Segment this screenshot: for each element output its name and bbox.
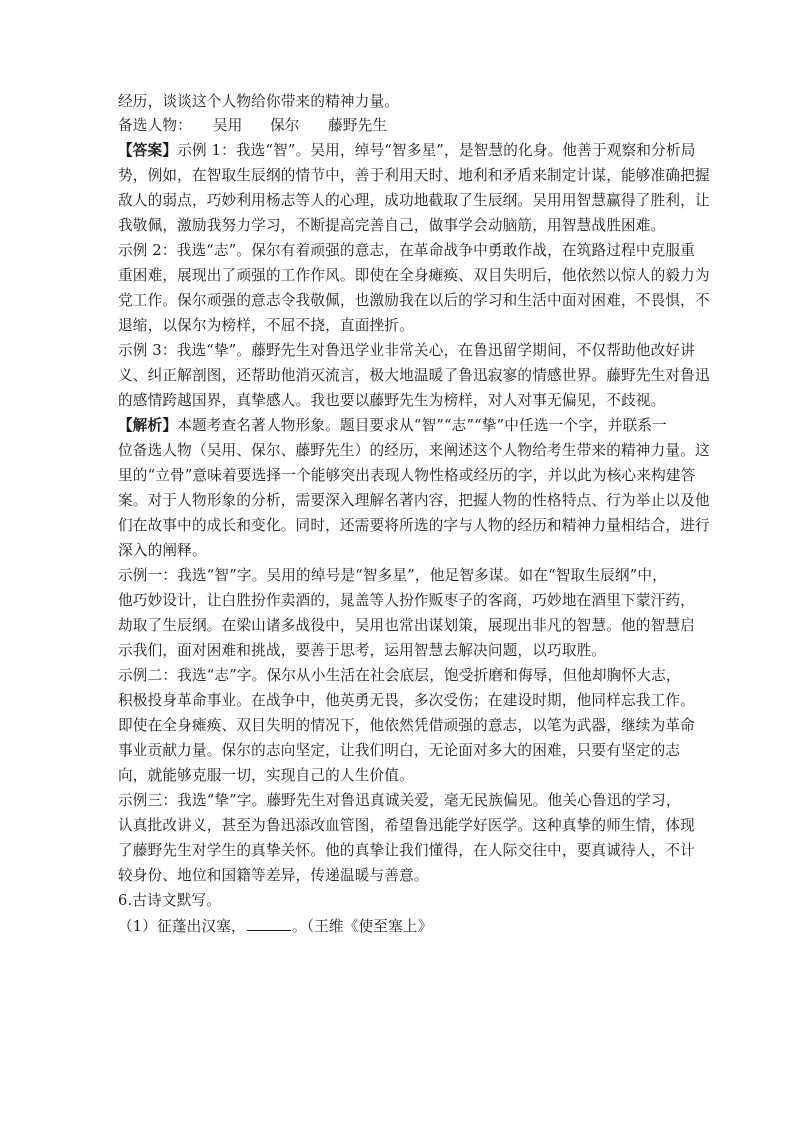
candidate-tengye: 藤野先生 (328, 117, 388, 134)
answer-line-6: 重困难，展现出了顽强的工作作风。即使在全身瘫痪、双目失明后，他依然以惊人的毅力为 (118, 267, 710, 284)
analysis-line-7: 示例一：我选“智”字。吴用的绰号是“智多星”，他足智多谋。如在“智取生辰纲”中， (118, 567, 667, 584)
analysis-line-13: 即使在全身瘫痪、双目失明的情况下，他依然凭借顽强的意志，以笔为武器，继续为革命 (118, 717, 695, 734)
answer-text: 示例 1：我选“智”。吴用，绰号“智多星”，是智慧的化身。他善于观察和分析局 (177, 142, 696, 159)
candidate-people (118, 116, 387, 136)
item1-suffix: 。（王维《使至塞上》 (291, 918, 433, 935)
analysis-line-11: 示例二：我选“志”字。保尔从小生活在社会底层，饱受折磨和侮辱，但他却胸怀大志， (118, 667, 681, 684)
analysis-tag: 【解析】 (118, 417, 178, 434)
analysis-line-12: 积极投身革命事业。在战争中，他英勇无畏，多次受伤；在建设时期，他同样忘我工作。 (118, 692, 695, 709)
analysis-line-2: 位备选人物（吴用、保尔、藤野先生）的经历，来阐述这个人物给考生带来的精神力量。这 (118, 442, 710, 459)
analysis-line-8: 他巧妙设计，让白胜扮作卖酒的，晁盖等人扮作贩枣子的客商，巧妙地在酒里下蒙汗药， (118, 592, 695, 609)
intro-line: 经历，谈谈这个人物给你带来的精神力量。 (118, 93, 400, 110)
candidates-label: 备选人物： (118, 117, 192, 134)
candidate-wuyong: 吴用 (213, 117, 243, 134)
answer-blank[interactable] (247, 916, 291, 931)
analysis-line-19: 较身份、地位和国籍等差异，传递温暖与善意。 (118, 867, 429, 884)
analysis-line-16: 示例三：我选“挚”字。藤野先生对鲁迅真诚关爱，毫无民族偏见。他关心鲁迅的学习， (118, 792, 681, 809)
answer-line-5: 示例 2：我选“志”。保尔有着顽强的意志，在革命战争中勇敢作战，在筑路过程中克服重 (118, 242, 696, 259)
answer-line-7: 党工作。保尔顽强的意志令我敬佩，也激励我在以后的学习和生活中面对困难，不畏惧，不 (118, 292, 710, 309)
question-6-item-1 (118, 916, 432, 937)
answer-line-4: 我敬佩，激励我努力学习，不断提高完善自己，做事学会动脑筋，用智慧战胜困难。 (118, 217, 666, 234)
answer-line-9: 示例 3：我选“挚”。藤野先生对鲁迅学业非常关心，在鲁迅留学期间，不仅帮助他改好讲 (118, 342, 696, 359)
analysis-line-18: 了藤野先生对学生的真挚关怀。他的真挚让我们懂得，在人际交往中，要真诚待人，不计 (118, 842, 695, 859)
answer-line-3: 敌人的弱点，巧妙利用杨志等人的心理，成功地截取了生辰纲。吴用用智慧赢得了胜利，让 (118, 192, 710, 209)
analysis-line-4: 案。对于人物形象的分析，需要深入理解名著内容，把握人物的性格特点、行为举止以及他 (118, 492, 710, 509)
analysis-text: 本题考查名著人物形象。题目要求从“智”“志”“挚”中任选一个字，并联系一 (177, 417, 667, 434)
analysis-line-1 (118, 416, 667, 436)
analysis-line-5: 们在故事中的成长和变化。同时，还需要将所选的字与人物的经历和精神力量相结合，进行 (118, 517, 710, 534)
analysis-line-9: 劫取了生辰纲。在梁山诸多战役中，吴用也常出谋划策，展现出非凡的智慧。他的智慧启 (118, 617, 695, 634)
analysis-line-14: 事业贡献力量。保尔的志向坚定，让我们明白，无论面对多大的困难，只要有坚定的志 (118, 742, 681, 759)
answer-line-8: 退缩，以保尔为榜样，不屈不挠，直面挫折。 (118, 317, 414, 334)
answer-line-10: 义、纠正解剖图，还帮助他消灭流言，极大地温暖了鲁迅寂寥的情感世界。藤野先生对鲁迅 (118, 367, 710, 384)
answer-line-2: 势，例如，在智取生辰纲的情节中，善于利用天时、地利和矛盾来制定计谋，能够准确把握 (118, 167, 710, 184)
analysis-line-3: 里的“立骨”意味着要选择一个能够突出表现人物性格或经历的字，并以此为核心来构建答 (118, 467, 696, 484)
question-6-title: 6.古诗文默写。 (118, 892, 222, 909)
candidate-baoer: 保尔 (270, 117, 300, 134)
analysis-line-6: 深入的阐释。 (118, 542, 207, 559)
answer-line-11: 的感情跨越国界，真挚感人。我也要以藤野先生为榜样，对人对事无偏见，不歧视。 (118, 392, 666, 409)
analysis-line-15: 向，就能够克服一切，实现自己的人生价值。 (118, 767, 414, 784)
item1-prefix: （1）征蓬出汉塞， (118, 918, 246, 935)
answer-tag: 【答案】 (118, 142, 178, 159)
answer-line-1 (118, 141, 696, 161)
analysis-line-17: 认真批改讲义，甚至为鲁迅添改血管图，希望鲁迅能学好医学。这种真挚的师生情，体现 (118, 817, 695, 834)
analysis-line-10: 示我们，面对困难和挑战，要善于思考，运用智慧去解决问题，以巧取胜。 (118, 642, 607, 659)
